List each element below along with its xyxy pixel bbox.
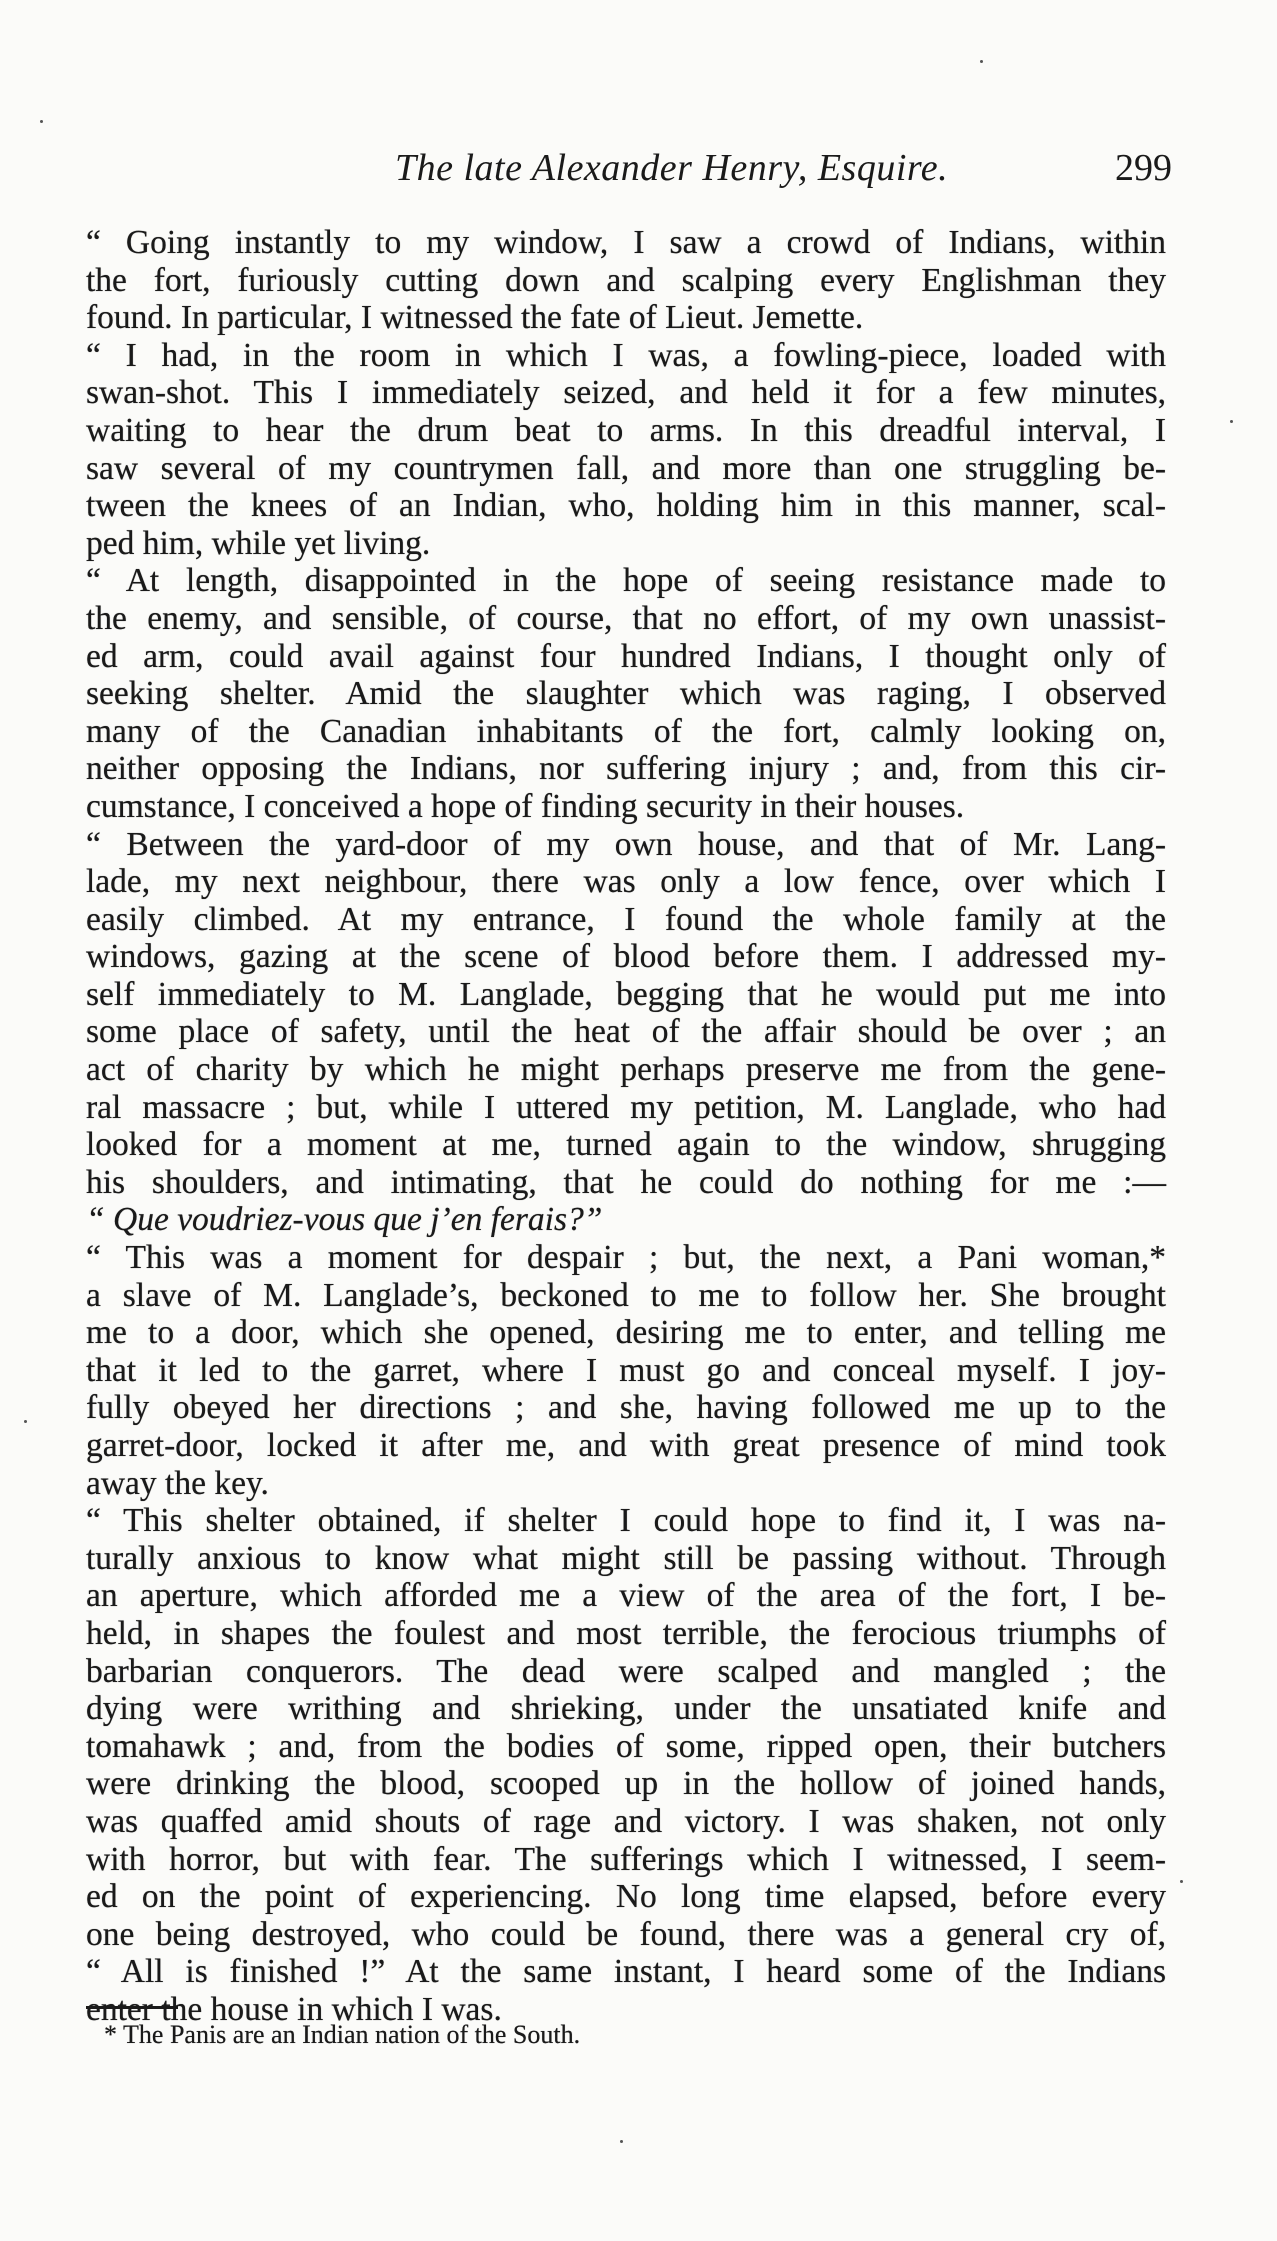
text-line: “ This was a moment for despair ; but, the next, a Pani woman,*: [86, 1239, 1166, 1277]
text-line: barbarian conquerors. The dead were scalped and mangled ; the: [86, 1652, 1166, 1690]
text-line: fully obeyed her directions ; and she, having followed me up to the: [86, 1389, 1166, 1427]
text-line: “ I had, in the room in which I was, a fowling-piece, loaded with: [86, 336, 1166, 374]
text-line: easily climbed. At my entrance, I found the whole family at the: [86, 900, 1166, 938]
text-line: self immediately to M. Langlade, begging that he would put me into: [86, 975, 1166, 1013]
text-line: an aperture, which afforded me a view of the area of the fort, I be-: [86, 1577, 1166, 1615]
text-line: that it led to the garret, where I must go and conceal myself. I joy-: [86, 1351, 1166, 1389]
text-line: ed arm, could avail against four hundred Indians, I thought only of: [86, 637, 1166, 675]
text-line: held, in shapes the foulest and most terrible, the ferocious triumphs of: [86, 1614, 1166, 1652]
text-line: “ At length, disappointed in the hope of seeing resistance made to: [86, 562, 1166, 600]
text-line: the enemy, and sensible, of course, that no effort, of my own unassist-: [86, 599, 1166, 637]
text-line: ral massacre ; but, while I uttered my petition, M. Langlade, who had: [86, 1088, 1166, 1126]
text-line: “ This shelter obtained, if shelter I could hope to find it, I was na-: [86, 1502, 1166, 1540]
text-line: were drinking the blood, scooped up in the hollow of joined hands,: [86, 1765, 1166, 1803]
print-speck: [620, 2140, 623, 2143]
print-speck: [980, 60, 983, 63]
text-line: neither opposing the Indians, nor suffering injury ; and, from this cir-: [86, 750, 1166, 788]
text-line: act of charity by which he might perhaps preserve me from the gene-: [86, 1051, 1166, 1089]
text-line: me to a door, which she opened, desiring me to enter, and telling me: [86, 1314, 1166, 1352]
text-line: “ Between the yard-door of my own house, and that of Mr. Lang-: [86, 825, 1166, 863]
text-line: waiting to hear the drum beat to arms. In this dreadful interval, I: [86, 411, 1166, 449]
text-line: turally anxious to know what might still be passing without. Through: [86, 1539, 1166, 1577]
text-line: his shoulders, and intimating, that he could do nothing for me :—: [86, 1163, 1166, 1201]
text-line: “ Going instantly to my window, I saw a crowd of Indians, within: [86, 224, 1166, 261]
text-line: with horror, but with fear. The sufferings which I witnessed, I seem-: [86, 1840, 1166, 1878]
text-line: the fort, furiously cutting down and scalping every Englishman they: [86, 261, 1166, 299]
text-line: seeking shelter. Amid the slaughter which was raging, I observed: [86, 675, 1166, 713]
page-number: 299: [1115, 147, 1172, 189]
text-line: tween the knees of an Indian, who, holding him in this manner, scal-: [86, 487, 1166, 525]
text-line: swan-shot. This I immediately seized, and held it for a few minutes,: [86, 374, 1166, 412]
text-line: away the key.: [86, 1464, 269, 1502]
text-line: was quaffed amid shouts of rage and victory. I was shaken, not only: [86, 1802, 1166, 1840]
text-line: one being destroyed, who could be found, there was a general cry of,: [86, 1915, 1166, 1953]
text-line: cumstance, I conceived a hope of finding security in their houses.: [86, 787, 965, 825]
text-line: saw several of my countrymen fall, and more than one struggling be-: [86, 449, 1166, 487]
running-title: The late Alexander Henry, Esquire.: [395, 147, 949, 189]
text-line: tomahawk ; and, from the bodies of some, ripped open, their butchers: [86, 1727, 1166, 1765]
footnote-rule: [86, 2006, 178, 2009]
page-header: [0, 146, 1277, 206]
text-line: enter the house in which I was.: [86, 1990, 502, 2028]
text-line: ed on the point of experiencing. No long time elapsed, before every: [86, 1878, 1166, 1916]
text-line: “ All is finished !” At the same instant, I heard some of the Indians: [86, 1953, 1166, 1991]
text-line: looked for a moment at me, turned again to the window, shrugging: [86, 1126, 1166, 1164]
text-line: dying were writhing and shrieking, under the unsatiated knife and: [86, 1690, 1166, 1728]
text-line: ped him, while yet living.: [86, 524, 431, 562]
text-line: found. In particular, I witnessed the fate of Lieut. Jemette.: [86, 299, 864, 337]
text-line: garret-door, locked it after me, and with great presence of mind took: [86, 1427, 1166, 1464]
body-text: [86, 224, 1166, 2029]
print-speck: [40, 120, 43, 123]
print-speck: [1230, 420, 1233, 423]
text-line: some place of safety, until the heat of the affair should be over ; an: [86, 1013, 1166, 1051]
text-line: lade, my next neighbour, there was only a low fence, over which I: [86, 863, 1166, 901]
footnote: * The Panis are an Indian nation of the South.: [104, 2020, 581, 2049]
print-speck: [24, 1420, 27, 1423]
text-line: a slave of M. Langlade’s, beckoned to me to follow her. She brought: [86, 1276, 1166, 1314]
text-line: many of the Canadian inhabitants of the fort, calmly looking on,: [86, 712, 1166, 750]
quoted-speech-line: “ Que voudriez-vous que j’en ferais?”: [86, 1201, 603, 1239]
print-speck: [1180, 1880, 1183, 1883]
text-line: windows, gazing at the scene of blood before them. I addressed my-: [86, 938, 1166, 976]
